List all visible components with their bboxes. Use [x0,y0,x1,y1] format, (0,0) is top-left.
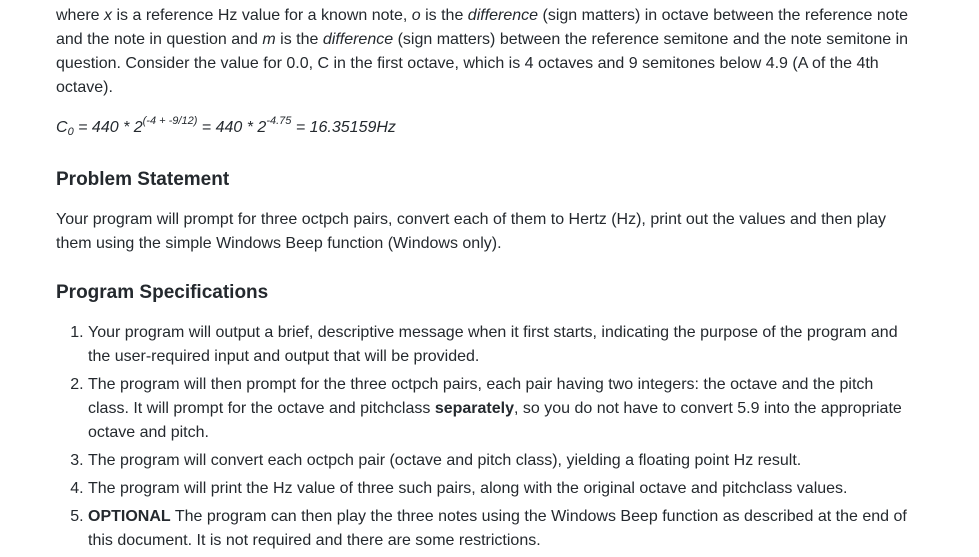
formula-exponent: -4.75 [266,115,292,127]
variable-o: o [411,7,421,24]
intro-text: is the [275,31,323,48]
formula-exponent: (-4 + -9/12) [142,115,198,127]
spec-item-3: 3. The program will convert each octpch pair (octave and pitch class), yielding a floating point Hz result. [88,449,908,473]
spec-item-4: 4. The program will print the Hz value of three such pairs, along with the original octave and pitchclass values. [88,477,908,501]
variable-m: m [262,31,276,48]
spec-item-2 [88,373,908,445]
formula-text: = 440 * 2 [73,119,143,136]
emphasis-difference: difference [322,31,394,48]
intro-text: is a reference Hz value for a known note, [112,7,412,24]
emphasis-difference: difference [467,7,539,24]
formula-result: = 16.35159Hz [291,119,396,136]
formula-subscript: 0 [67,126,74,138]
intro-paragraph [56,4,926,100]
document-body [56,4,926,557]
problem-statement-heading: Problem Statement [56,169,230,190]
intro-text: (sign matters) between the reference semitone and the note semitone in question. Consider the value for 0.0, C in the first octave, which is 4 octaves and 9 semitones below 4.9 (A of the 4th octave). [56,31,909,96]
spec-item-1: 1. Your program will output a brief, descriptive message when it first starts, indicating the purpose of the program and the user-required input and output that will be provided. [88,321,908,369]
spec-item-5 [88,505,908,553]
spec-text: , so you do not have to convert 5.9 into the appropriate octave and pitch. [88,400,902,441]
frequency-formula [56,116,926,146]
intro-text: where [56,7,105,24]
variable-x: x [104,7,113,24]
formula-base: C [56,119,68,136]
spec-strong-optional: OPTIONAL [88,508,171,525]
formula-text: = 440 * 2 [197,119,267,136]
problem-statement-text: Your program will prompt for three octpch pairs, convert each of them to Hertz (Hz), print out the values and then play them using the simple Windows Beep function (Windows only). [56,211,887,252]
program-specifications-heading: Program Specifications [56,282,269,303]
spec-text: The program can then play the three notes using the Windows Beep function as described at the end of this document. It is not required and there are some restrictions. [88,508,907,549]
spec-strong-separately: separately [434,400,514,417]
intro-text: (sign matters) in octave between the reference note and the note in question and [56,7,909,48]
spec-text: The program will then prompt for the three octpch pairs, each pair having two integers: the octave and the pitch class. It will prompt for the octave and pitchclass [88,376,874,417]
intro-text: is the [420,7,468,24]
specifications-list [56,321,908,553]
